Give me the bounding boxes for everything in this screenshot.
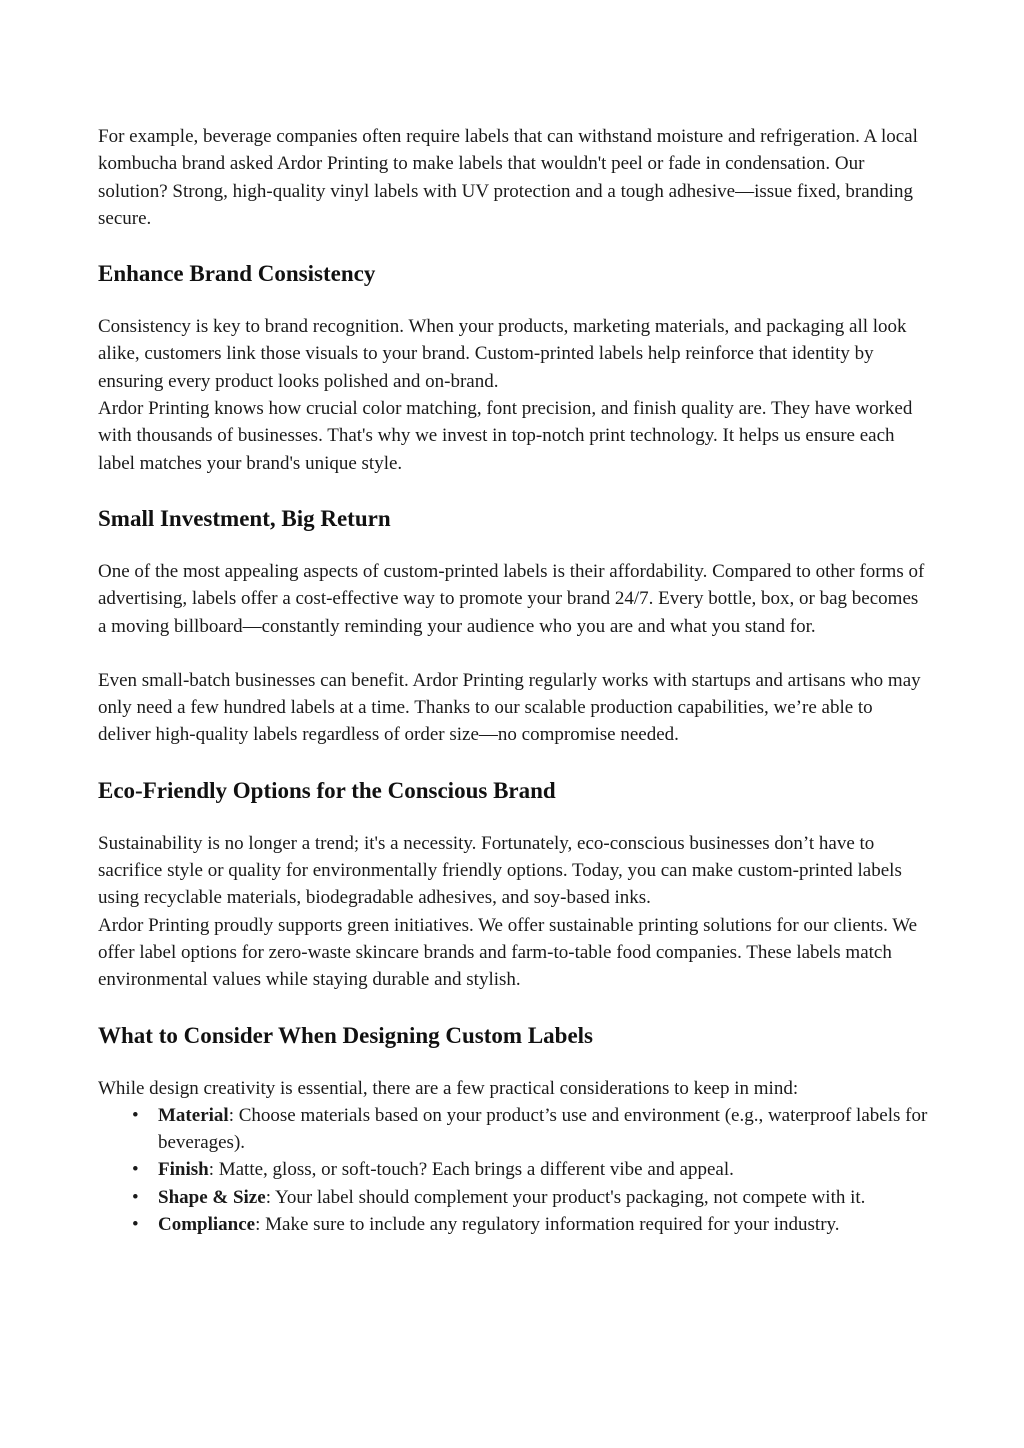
list-item-text: : Make sure to include any regulatory information required for your industry.	[255, 1214, 840, 1236]
heading-designing-labels: What to Consider When Designing Custom Labels	[98, 1022, 594, 1048]
heading-small-investment: Small Investment, Big Return	[98, 505, 391, 531]
eco-paragraph-2: Ardor Printing proudly supports green initiatives. We offer sustainable printing solutions for our clients. We offer label options for zero-waste skincare brands and farm-to-table food companies. These labels match environmental values while staying durable and stylish.	[98, 914, 918, 991]
list-item-term: Compliance	[158, 1214, 256, 1236]
list-item-text: : Your label should complement your product's packaging, not compete with it.	[265, 1186, 866, 1208]
considerations-list	[98, 1102, 928, 1238]
list-item-term: Material	[158, 1104, 229, 1126]
eco-paragraph-1: Sustainability is no longer a trend; it's a necessity. Fortunately, eco-conscious businesses don’t have to sacrifice style or quality for environmentally friendly options. Today, you can make custom-printed labels using recyclable materials, biodegradable adhesives, and soy-based inks.	[98, 832, 902, 909]
investment-paragraph-1: One of the most appealing aspects of custom-printed labels is their affordability. Compared to other forms of advertising, labels offer a cost-effective way to promote your brand 24/7. Every bottle, box, or bag becomes a moving billboard—constantly reminding your audience who you are and what you stand for.	[98, 560, 925, 637]
investment-paragraph-2: Even small-batch businesses can benefit. Ardor Printing regularly works with startups and artisans who may only need a few hundred labels at a time. Thanks to our scalable production capabilities, we’re able to deliver high-quality labels regardless of order size—no compromise needed.	[98, 669, 921, 746]
design-intro-paragraph: While design creativity is essential, there are a few practical considerations to keep in mind:	[98, 1077, 799, 1099]
bullet-marker: •	[132, 1186, 139, 1208]
list-item-material	[98, 1102, 928, 1157]
document-page	[98, 123, 928, 1238]
heading-eco-friendly: Eco-Friendly Options for the Conscious Brand	[98, 777, 556, 803]
list-item-term: Finish	[158, 1159, 209, 1181]
list-item-text: : Choose materials based on your product’s use and environment (e.g., waterproof labels for beverages).	[158, 1104, 928, 1154]
heading-enhance-brand-consistency: Enhance Brand Consistency	[98, 261, 376, 287]
brand-consistency-paragraph-2: Ardor Printing knows how crucial color matching, font precision, and finish quality are. They have worked with thousands of businesses. That's why we invest in top-notch print technology. It helps us ensure each label matches your brand's unique style.	[98, 398, 913, 474]
intro-paragraph: For example, beverage companies often require labels that can withstand moisture and refrigeration. A local kombucha brand asked Ardor Printing to make labels that wouldn't peel or fade in condensation. Our solution? Strong, high-quality vinyl labels with UV protection and a tough adhesive—issue fixed, branding secure.	[98, 126, 918, 229]
brand-consistency-paragraph-1: Consistency is key to brand recognition. When your products, marketing materials, and packaging all look alike, customers link those visuals to your brand. Custom-printed labels help reinforce that identity by ensuring every product looks polished and on-brand.	[98, 316, 907, 392]
list-item-text: : Matte, gloss, or soft-touch? Each brings a different vibe and appeal.	[208, 1159, 734, 1181]
bullet-marker: •	[132, 1159, 139, 1181]
list-item-shape-size	[98, 1184, 928, 1211]
list-item-finish	[98, 1156, 928, 1183]
bullet-marker: •	[132, 1214, 139, 1236]
list-item-term: Shape & Size	[158, 1186, 266, 1208]
bullet-marker: •	[132, 1104, 139, 1126]
list-item-compliance	[98, 1211, 928, 1238]
